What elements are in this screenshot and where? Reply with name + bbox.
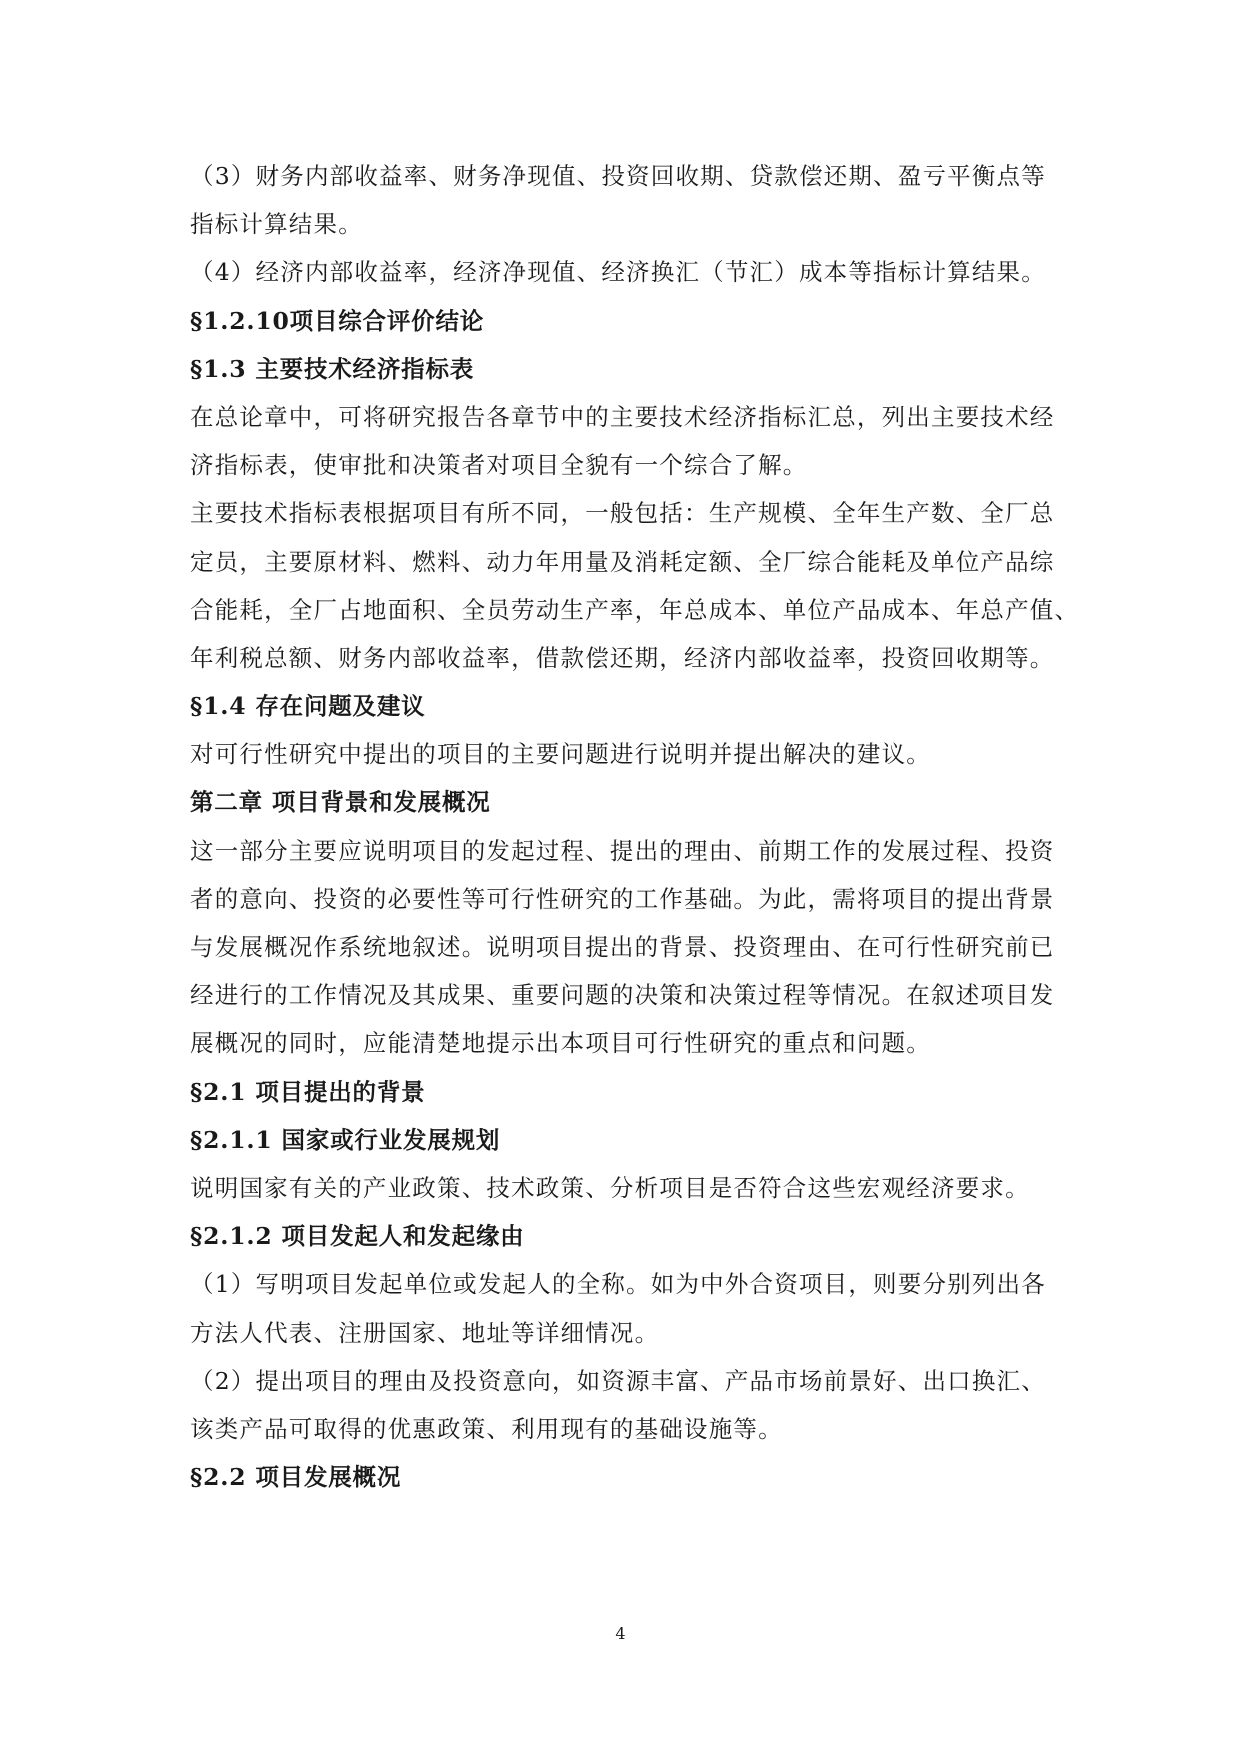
- paragraph-line: 定员，主要原材料、燃料、动力年用量及消耗定额、全厂综合能耗及单位产品综: [190, 547, 1055, 576]
- page-number: 4: [615, 1624, 626, 1643]
- paragraph-line: （2）提出项目的理由及投资意向，如资源丰富、产品市场前景好、出口换汇、: [190, 1366, 1046, 1395]
- paragraph-line: 主要技术指标表根据项目有所不同，一般包括：生产规模、全年生产数、全厂总: [190, 499, 1055, 528]
- section-heading: §2.1.1 国家或行业发展规划: [190, 1125, 501, 1154]
- paragraph-line: （4）经济内部收益率，经济净现值、经济换汇（节汇）成本等指标计算结果。: [190, 258, 1046, 287]
- paragraph-line: 经进行的工作情况及其成果、重要问题的决策和决策过程等情况。在叙述项目发: [190, 981, 1055, 1010]
- paragraph-line: （3）财务内部收益率、财务净现值、投资回收期、贷款偿还期、盈亏平衡点等: [190, 162, 1046, 190]
- paragraph-line: 展概况的同时，应能清楚地提示出本项目可行性研究的重点和问题。: [190, 1029, 931, 1058]
- section-heading: §2.2 项目发展概况: [190, 1463, 402, 1492]
- paragraph-line: 指标计算结果。: [190, 210, 363, 239]
- section-heading: 第二章 项目背景和发展概况: [190, 788, 491, 817]
- document-body: [190, 152, 1080, 1501]
- section-heading: §1.3 主要技术经济指标表: [190, 354, 475, 383]
- paragraph-line: 与发展概况作系统地叙述。说明项目提出的背景、投资理由、在可行性研究前已: [190, 933, 1055, 961]
- section-heading: §1.2.10项目综合评价结论: [190, 306, 485, 335]
- section-heading: §2.1.2 项目发起人和发起缘由: [190, 1222, 525, 1251]
- section-heading: §1.4 存在问题及建议: [190, 692, 426, 721]
- section-heading: §2.1 项目提出的背景: [190, 1077, 426, 1106]
- paragraph-line: （1）写明项目发起单位或发起人的全称。如为中外合资项目，则要分别列出各: [190, 1270, 1046, 1299]
- paragraph-line: 方法人代表、注册国家、地址等详细情况。: [190, 1318, 660, 1347]
- paragraph-line: 这一部分主要应说明项目的发起过程、提出的理由、前期工作的发展过程、投资: [190, 836, 1055, 865]
- paragraph-line: 在总论章中，可将研究报告各章节中的主要技术经济指标汇总，列出主要技术经: [190, 402, 1055, 431]
- paragraph-line: 说明国家有关的产业政策、技术政策、分析项目是否符合这些宏观经济要求。: [190, 1173, 1030, 1202]
- paragraph-line: 者的意向、投资的必要性等可行性研究的工作基础。为此，需将项目的提出背景: [190, 884, 1055, 913]
- paragraph-line: 对可行性研究中提出的项目的主要问题进行说明并提出解决的建议。: [190, 740, 931, 769]
- paragraph-line: 合能耗，全厂占地面积、全员劳动生产率，年总成本、单位产品成本、年总产值、: [190, 595, 1080, 624]
- paragraph-line: 年利税总额、财务内部收益率，借款偿还期，经济内部收益率，投资回收期等。: [190, 643, 1055, 672]
- paragraph-line: 该类产品可取得的优惠政策、利用现有的基础设施等。: [190, 1414, 783, 1443]
- paragraph-line: 济指标表，使审批和决策者对项目全貌有一个综合了解。: [190, 451, 808, 480]
